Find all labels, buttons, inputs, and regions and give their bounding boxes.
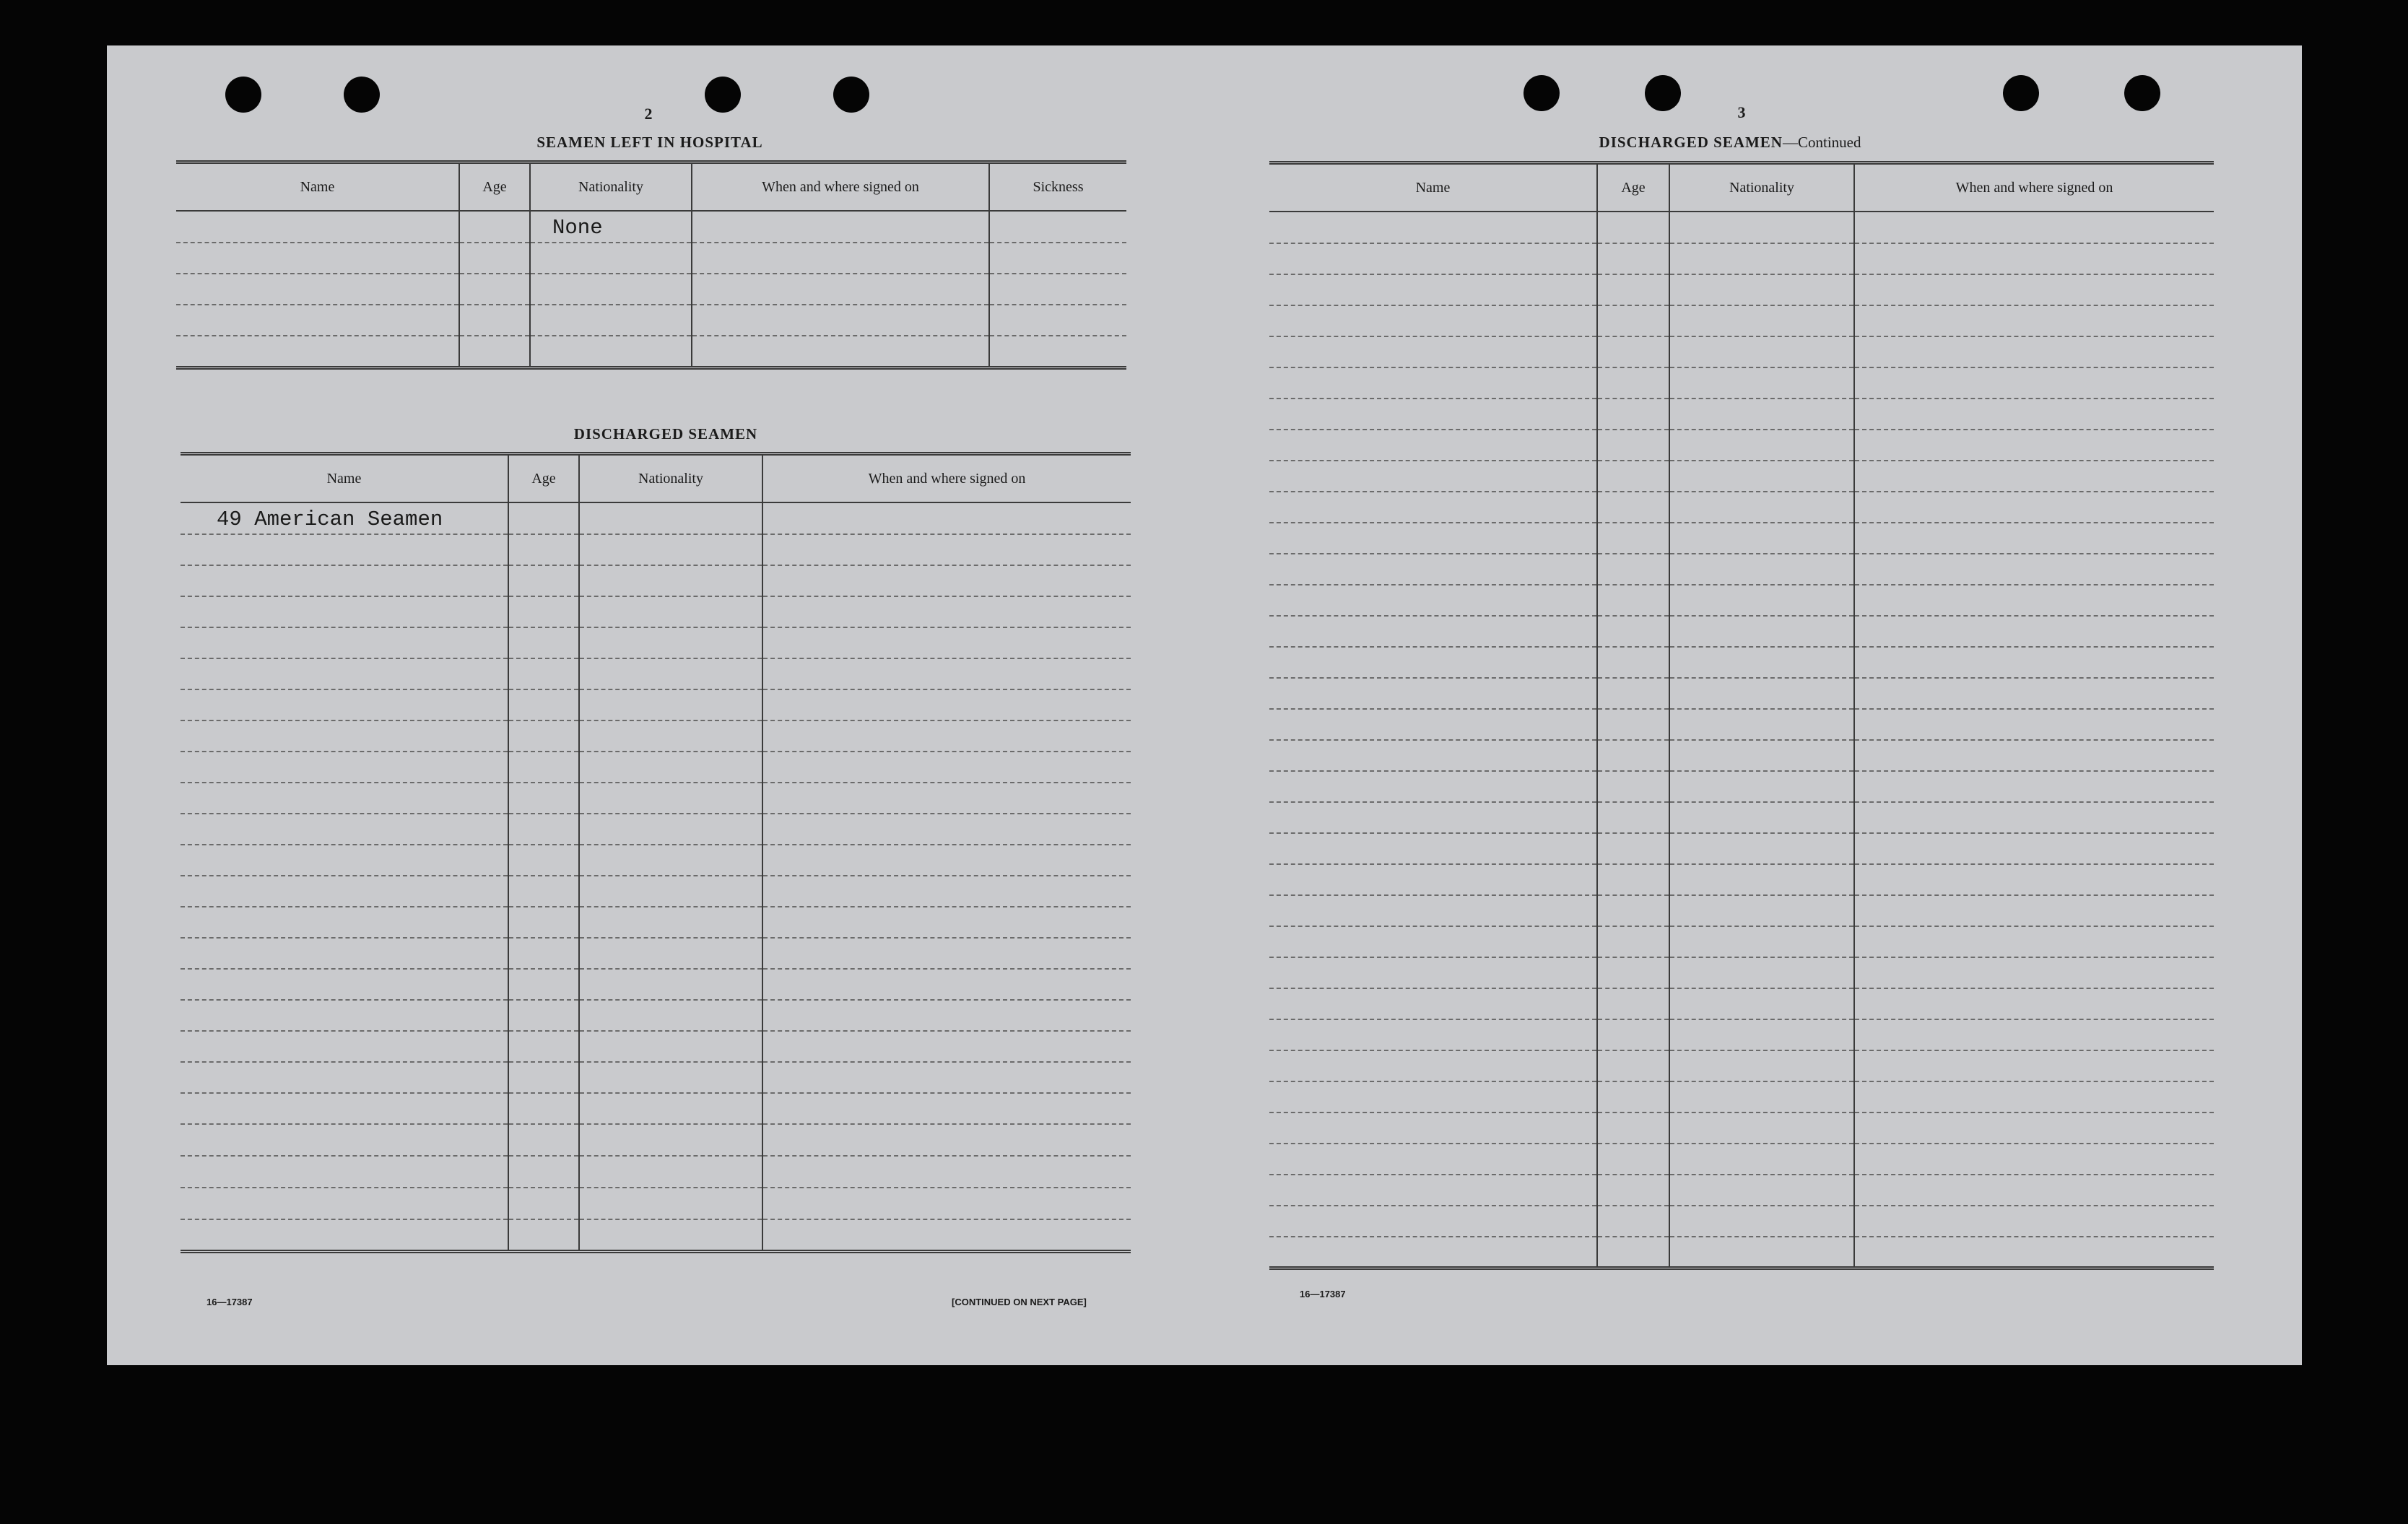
table-row — [181, 783, 1131, 814]
table-row — [1269, 243, 2214, 274]
table-row — [181, 907, 1131, 938]
table-row — [1269, 647, 2214, 678]
hospital-col-age: Age — [459, 162, 530, 212]
hospital-section-title: SEAMEN LEFT IN HOSPITAL — [536, 134, 763, 151]
table-row — [1269, 616, 2214, 647]
table-row — [1269, 833, 2214, 864]
discharged-table — [181, 452, 1131, 1253]
table-row — [1269, 771, 2214, 802]
punch-hole — [344, 77, 380, 113]
table-row — [176, 305, 1126, 336]
table-row — [176, 274, 1126, 305]
punch-hole — [1645, 75, 1681, 111]
table-row — [176, 211, 1126, 243]
table-row — [181, 627, 1131, 658]
table-row — [1269, 895, 2214, 926]
table-row — [1269, 678, 2214, 709]
discharged-entry-name: 49 American Seamen — [217, 508, 443, 531]
punch-hole — [833, 77, 869, 113]
hospital-col-signed-on: When and where signed on — [692, 162, 989, 212]
table-row — [1269, 305, 2214, 336]
table-row — [181, 1188, 1131, 1219]
table-row — [1269, 1019, 2214, 1050]
punch-hole — [2003, 75, 2039, 111]
table-row — [181, 1156, 1131, 1188]
hospital-col-sickness: Sickness — [989, 162, 1126, 212]
discharged-col-age: Age — [508, 454, 579, 503]
table-row — [1269, 1237, 2214, 1268]
hospital-col-name: Name — [176, 162, 459, 212]
table-row — [181, 938, 1131, 969]
discharged-col-nationality: Nationality — [579, 454, 762, 503]
table-row — [1269, 802, 2214, 833]
table-row — [176, 243, 1126, 274]
discharged-cont-col-signed-on: When and where signed on — [1854, 163, 2214, 212]
table-row — [181, 845, 1131, 876]
table-row — [1269, 988, 2214, 1019]
page-number-left: 2 — [644, 105, 653, 123]
continued-note: [CONTINUED ON NEXT PAGE] — [952, 1297, 1087, 1307]
table-row — [1269, 1175, 2214, 1206]
table-row — [1269, 1112, 2214, 1144]
table-row — [1269, 864, 2214, 895]
table-row — [1269, 1206, 2214, 1237]
form-paper — [107, 45, 2302, 1365]
table-row — [181, 1124, 1131, 1156]
table-row — [1269, 740, 2214, 771]
continued-suffix: —Continued — [1782, 134, 1861, 151]
table-row — [1269, 336, 2214, 367]
table-row — [1269, 926, 2214, 957]
page-number-right: 3 — [1737, 103, 1746, 121]
table-row — [176, 336, 1126, 367]
table-row — [1269, 585, 2214, 616]
discharged-continued-title — [1599, 134, 1861, 152]
table-row — [1269, 274, 2214, 305]
table-row — [1269, 1050, 2214, 1081]
punch-hole — [705, 77, 741, 113]
punch-hole — [1524, 75, 1560, 111]
discharged-cont-col-nationality: Nationality — [1669, 163, 1854, 212]
table-row — [1269, 554, 2214, 585]
form-code-left: 16—17387 — [207, 1297, 253, 1307]
table-row — [181, 1000, 1131, 1031]
table-row — [181, 1219, 1131, 1251]
form-code-right: 16—17387 — [1300, 1289, 1346, 1299]
table-row — [181, 1031, 1131, 1062]
hospital-entry-nationality: None — [552, 216, 603, 240]
table-row — [1269, 212, 2214, 243]
discharged-col-signed-on: When and where signed on — [762, 454, 1131, 503]
discharged-col-name: Name — [181, 454, 508, 503]
table-row — [181, 814, 1131, 845]
table-row — [1269, 399, 2214, 430]
table-row — [181, 1062, 1131, 1093]
discharged-continued-table — [1269, 161, 2214, 1270]
table-row — [1269, 957, 2214, 988]
table-row — [1269, 430, 2214, 461]
punch-hole — [225, 77, 261, 113]
hospital-table — [176, 160, 1126, 370]
table-row — [181, 565, 1131, 596]
table-row — [1269, 461, 2214, 492]
discharged-cont-col-age: Age — [1597, 163, 1669, 212]
table-row — [1269, 523, 2214, 554]
table-row — [1269, 1081, 2214, 1112]
table-row — [1269, 709, 2214, 740]
table-row — [181, 1093, 1131, 1124]
table-row — [1269, 1144, 2214, 1175]
discharged-cont-col-name: Name — [1269, 163, 1597, 212]
table-row — [181, 752, 1131, 783]
table-row — [181, 596, 1131, 627]
table-row — [1269, 367, 2214, 399]
table-row — [181, 720, 1131, 752]
table-row — [181, 658, 1131, 689]
punch-hole — [2124, 75, 2160, 111]
discharged-continued-title-text: DISCHARGED SEAMEN — [1599, 134, 1783, 151]
discharged-section-title: DISCHARGED SEAMEN — [573, 425, 758, 443]
table-row — [181, 969, 1131, 1000]
table-row — [181, 689, 1131, 720]
table-row — [181, 876, 1131, 907]
hospital-col-nationality: Nationality — [530, 162, 692, 212]
table-row — [181, 502, 1131, 534]
table-row — [181, 534, 1131, 565]
table-row — [1269, 492, 2214, 523]
